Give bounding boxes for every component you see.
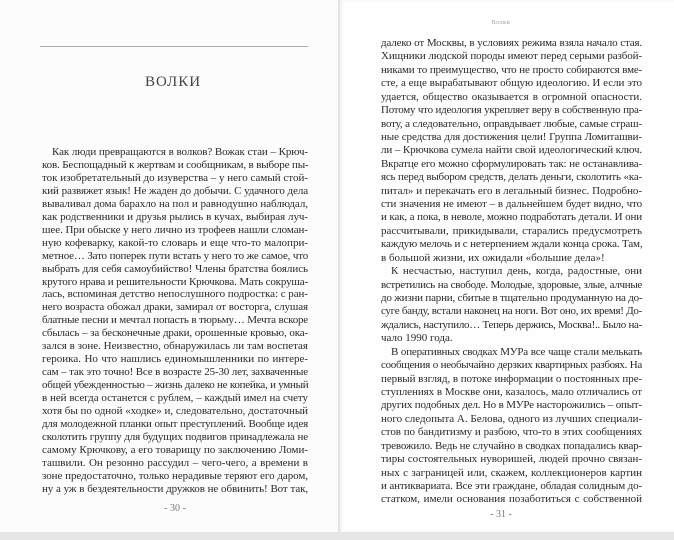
text-line: ных с заграницей или, скажем, коллекционеров картин: [381, 466, 642, 479]
text-line: до жизни парни, сбитые в тщательно продуманную на до-: [381, 292, 643, 305]
text-line: никами то преимущество, что не просто собираются вме-: [381, 63, 642, 76]
text-line: тиры состоятельных нуворишей, людей прочно связан-: [381, 453, 642, 466]
text-line: ясь перед выбором средств, делать деньги, сколотить «ка-: [381, 171, 642, 184]
text-line: ступлениях в Москве они, казалось, мало отличались от: [381, 385, 642, 398]
text-line: Вкратце его можно сформулировать так: не останавлива-: [381, 157, 642, 170]
paragraph: [381, 346, 642, 507]
chapter-title: ВОЛКИ: [144, 74, 202, 90]
text-line: метное… Зато поперек пути встать у него то же самое, что: [42, 249, 308, 262]
text-line: сколотить группу для будущих подвигов принадлежала не: [42, 430, 308, 443]
text-line: сти значения не имеют – в дальнейшем будет видно, что: [381, 198, 642, 211]
text-line: ков. Беспощадный к жертвам и сообщникам, в выборе пы-: [42, 158, 309, 171]
page-number: - 30 -: [164, 503, 186, 514]
text-line: суге банду, встали наконец на ноги. Вот оно, их время! До-: [381, 305, 642, 318]
text-line: Потому что идеология укрепляет веру в собственную пра-: [381, 104, 642, 117]
running-head: Волки: [491, 20, 511, 26]
text-line: самому Крючкову, а его товарищу по заключению Ломи-: [42, 443, 308, 456]
text-line: ток изобретательный до изуверства – у него самый стой-: [42, 171, 309, 184]
text-line: других подобных дел. Но в МУРе насторожились – опыт-: [381, 399, 642, 412]
text-line: шее. При обыске у него лично из трофеев нашли сломан-: [42, 223, 308, 236]
text-line: чало 1990 года.: [381, 332, 453, 345]
text-line: сбылась – за бесконечные драки, орошенные кровью, ока-: [42, 327, 308, 340]
text-line: первый взгляд, в потоке информации о постоянных пре-: [381, 372, 643, 385]
paragraph: [381, 265, 642, 346]
text-line: крутого нрава и решительности Крючкова. Мать сокруша-: [42, 275, 308, 288]
text-line: зоне предостаточно, только нерадивые теряют его даром,: [42, 469, 308, 482]
text-line: К несчастью, наступил день, когда, радостные, они: [391, 265, 642, 278]
left-page: [0, 0, 338, 532]
text-line: хотя бы по одной «ходке» и, следовательно, достаточный: [42, 405, 308, 418]
right-page-body: [381, 37, 642, 507]
text-line: стов по бандитизму и разбою, что-то в этих сообщениях: [381, 426, 642, 439]
text-line: героика. Но что нашлись единомышленники по интере-: [42, 353, 308, 366]
text-line: ну а уж в бездеятельности дружков не обвинить! Вот так,: [42, 482, 308, 495]
text-line: питал» и перекачать его в легальный бизнес. Подробно-: [381, 184, 642, 197]
paragraph: [381, 37, 642, 265]
chapter-rule: [40, 46, 308, 47]
text-line: воту, а следовательно, оправдывает любые, самые страш-: [381, 117, 642, 130]
text-line: ташвили. Он резонно рассудил – чего-чего, а времени в: [42, 456, 308, 469]
text-line: сам – так это точно! Все в возрасте 25-30 лет, захваченные: [42, 366, 308, 379]
text-line: сте, а еще вырабатывают общую идеологию. И если это: [381, 77, 642, 90]
text-line: вываливал дома барахло на пол и равнодушно наблюдал,: [42, 197, 308, 210]
text-line: удается, общество оказывается в огромной опасности.: [381, 90, 642, 103]
text-line: ного следопыта А. Белова, одного из лучших специали-: [381, 412, 643, 425]
text-line: ные средства для достижения цели! Группа Ломиташви-: [381, 130, 642, 143]
text-line: далеко от Москвы, в условиях режима взяла начало стая.: [381, 37, 642, 49]
text-line: Хищники людской породы имеют перед серыми разбой-: [381, 50, 642, 63]
text-line: Как люди превращаются в волков? Вожак стаи – Крюч-: [52, 146, 308, 158]
text-line: В оперативных сводках МУРа все чаще стали мелькать: [391, 345, 642, 358]
text-line: ждались, наступило… Теперь держись, Москва!.. Было на-: [381, 318, 642, 331]
text-line: сообщения о необычайно дерзких квартирных разбоях. На: [381, 359, 642, 372]
text-line: тревожило. Ведь не случайно в сводках попадались квар-: [381, 439, 643, 452]
right-page: [338, 0, 674, 532]
text-line: ную кофеварку, какой-то словарь и еще что-то малопри-: [42, 236, 308, 249]
text-line: встретились на свободе. Молодые, здоровые, злые, алчные: [381, 278, 642, 291]
text-line: и антиквариата. Все эти граждане, обладая солидным до-: [381, 479, 642, 492]
text-line: выбрать для себя самоубийство! Члены братства боялись: [42, 262, 308, 275]
text-line: для молодежной планки опыт преступлений. Вообще идея: [42, 418, 308, 431]
text-line: ли – Крючкова сумела найти свой идеологический ключ.: [381, 144, 643, 157]
text-line: блатные песни и мечтал попасть в тюрьму… Мечта вскоре: [42, 314, 308, 327]
paragraph: [42, 146, 308, 496]
text-line: в ней всегда останется с рублем, – каждый имел на счету: [42, 392, 308, 405]
text-line: кий развяжет язык! Не жаден до добычи. С удачного дела: [42, 184, 308, 197]
text-line: и как, а пока, в неволе, можно подработать детали. И они: [381, 211, 642, 224]
text-line: него возраста обожал драки, замирал от восторга, слушая: [42, 301, 308, 314]
text-line: каждую мелочь и с нетерпением ждали конца срока. Там,: [381, 238, 643, 251]
left-page-body: [42, 146, 308, 496]
text-line: общей убежденностью – жизнь далеко не копейка, и умный: [42, 379, 309, 392]
page-number: - 31 -: [490, 509, 512, 520]
text-line: лась, вспоминая детство непослушного подростка: с ран-: [42, 288, 308, 301]
text-line: как родственники и друзья рылись в кучах, выбирая луч-: [42, 210, 308, 223]
text-line: рассчитывали, прикидывали, старались предусмотреть: [381, 224, 642, 237]
text-line: статком, имели основания позаботиться с собственной: [381, 493, 642, 506]
text-line: зался в зоне. Неизвестно, обнаружилась ли там воспетая: [42, 340, 308, 353]
text-line: в большой жизни, их ожидали «большие дела»!: [381, 251, 605, 264]
